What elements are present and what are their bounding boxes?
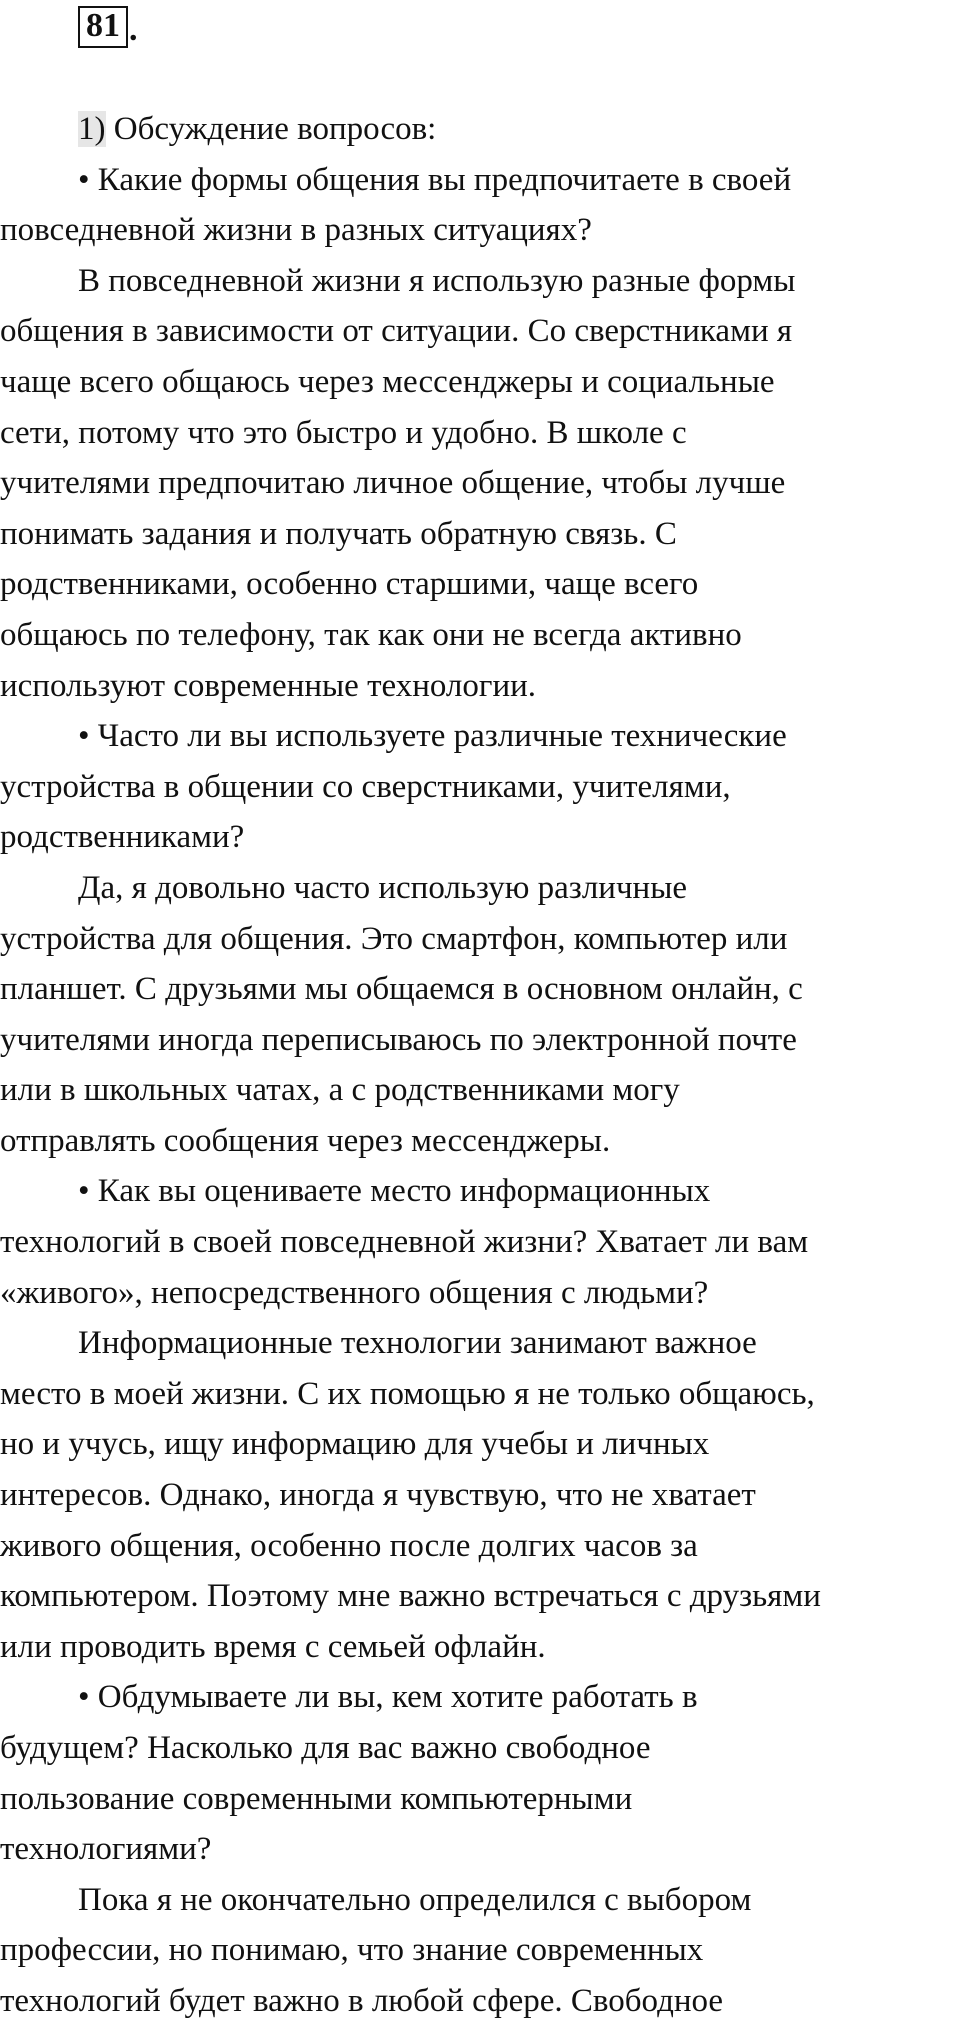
text-line: Пока я не окончательно определился с выбором (78, 1881, 752, 1918)
text-line: родственниками, особенно старшими, чаще всего (0, 566, 699, 603)
text-line: будущем? Насколько для вас важно свободное (0, 1730, 651, 1766)
text-line: место в моей жизни. С их помощью я не только общаюсь, (0, 1375, 815, 1412)
text-line: или в школьных чатах, а с родственниками могу (0, 1072, 680, 1109)
text-line: • Какие формы общения вы предпочитаете в своей (78, 161, 792, 198)
text-line: живого общения, особенно после долгих часов за (0, 1527, 698, 1564)
text-line: общаюсь по телефону, так как они не всегда активно (0, 616, 742, 653)
text-line: профессии, но понимаю, что знание современных (0, 1932, 704, 1969)
section-title: Обсуждение вопросов: (113, 111, 437, 147)
text-line: устройства для общения. Это смартфон, компьютер или (0, 920, 788, 957)
text-line: технологий будет важно в любой сфере. Свободное (0, 1982, 724, 2019)
text-line: «живого», непосредственного общения с людьми? (0, 1274, 709, 1311)
text-line: родственниками? (0, 819, 245, 856)
text-line: или проводить время с семьей офлайн. (0, 1628, 546, 1665)
text-line: • Обдумываете ли вы, кем хотите работать в (78, 1679, 698, 1716)
text-line: В повседневной жизни я использую разные формы (78, 262, 796, 299)
text-line: пользование современными компьютерными (0, 1780, 633, 1817)
section-heading (0, 104, 960, 155)
text-line: учителями предпочитаю личное общение, чтобы лучше (0, 465, 786, 502)
text-line: но и учусь, ищу информацию для учебы и личных (0, 1426, 710, 1463)
text-line: • Часто ли вы используете различные технические (78, 718, 787, 755)
task-number-box: 81 (78, 6, 128, 48)
text-line: интересов. Однако, иногда я чувствую, что не хватает (0, 1477, 756, 1514)
text-line: технологий в своей повседневной жизни? Хватает ли вам (0, 1224, 809, 1261)
text-line: повседневной жизни в разных ситуациях? (0, 212, 592, 249)
text-line: отправлять сообщения через мессенджеры. (0, 1122, 611, 1159)
task-number-dot: . (129, 11, 138, 48)
section-number: 1) (78, 111, 106, 147)
text-line: Да, я довольно часто использую различные (78, 869, 688, 906)
text-line: планшет. С друзьями мы общаемся в основном онлайн, с (0, 971, 803, 1008)
task-number (78, 6, 138, 48)
text-line: устройства в общении со сверстниками, учителями, (0, 768, 731, 805)
text-line: учителями иногда переписываюсь по электронной почте (0, 1021, 797, 1058)
text-line: компьютером. Поэтому мне важно встречаться с друзьями (0, 1578, 821, 1615)
text-line: общения в зависимости от ситуации. Со сверстниками я (0, 313, 793, 350)
text-line: понимать задания и получать обратную связь. С (0, 515, 677, 552)
document-body (0, 104, 960, 2027)
text-line: • Как вы оцениваете место информационных (78, 1173, 711, 1210)
text-line: сети, потому что это быстро и удобно. В школе с (0, 414, 687, 451)
text-line: чаще всего общаюсь через мессенджеры и социальные (0, 363, 775, 400)
text-line: Информационные технологии занимают важное (78, 1325, 757, 1362)
text-line: используют современные технологии. (0, 667, 537, 704)
text-line: технологиями? (0, 1831, 212, 1868)
